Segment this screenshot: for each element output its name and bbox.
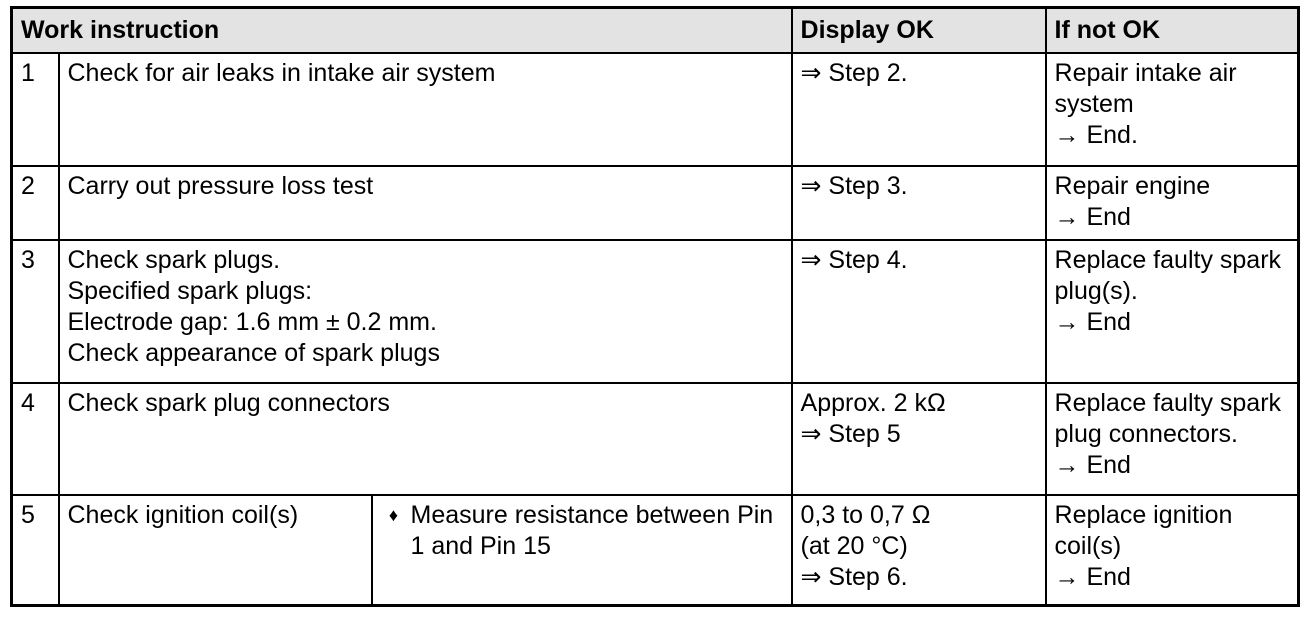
if-not-ok-line: plug(s). <box>1054 277 1138 305</box>
display-ok-cell <box>792 53 1046 166</box>
display-ok-line: (at 20 °C) <box>800 532 908 560</box>
sub-instruction-text <box>411 500 783 562</box>
if-not-ok-line: Repair engine <box>1054 172 1211 200</box>
instruction-cell <box>59 240 792 383</box>
if-not-ok-cell <box>1046 166 1299 240</box>
table-row <box>12 53 1299 166</box>
display-ok-line: Approx. 2 kΩ <box>800 389 946 417</box>
instruction-line: Carry out pressure loss test <box>67 172 374 200</box>
sub-instruction-cell <box>372 495 792 605</box>
step-number: 5 <box>12 495 59 605</box>
display-ok-cell <box>792 495 1046 605</box>
if-not-ok-line: Replace faulty spark <box>1054 389 1282 417</box>
step-number: 3 <box>12 240 59 383</box>
display-ok-line: ⇒ Step 5 <box>800 420 901 448</box>
if-not-ok-line: → End <box>1054 451 1131 479</box>
sub-instruction-line: Measure resistance between Pin <box>410 501 774 529</box>
instruction-line: Check spark plug connectors <box>67 389 390 417</box>
if-not-ok-line: → End <box>1054 203 1131 231</box>
step-number: 1 <box>12 53 59 166</box>
table-header-row <box>12 8 1299 54</box>
instruction-line: Electrode gap: 1.6 mm ± 0.2 mm. <box>67 308 437 336</box>
if-not-ok-line: Replace ignition <box>1054 501 1233 529</box>
header-display-ok: Display OK <box>792 8 1046 54</box>
if-not-ok-line: Replace faulty spark <box>1054 246 1282 274</box>
instruction-line: Check spark plugs. <box>67 246 281 274</box>
if-not-ok-line: → End <box>1054 308 1131 336</box>
work-instruction-table-container <box>10 6 1300 607</box>
display-ok-cell <box>792 166 1046 240</box>
instruction-line: Check ignition coil(s) <box>67 501 299 529</box>
if-not-ok-line: → End. <box>1054 121 1138 149</box>
instruction-line: Check for air leaks in intake air system <box>67 59 496 87</box>
display-ok-line: ⇒ Step 6. <box>800 563 908 591</box>
instruction-cell <box>59 53 792 166</box>
instruction-cell <box>59 383 792 495</box>
if-not-ok-line: system <box>1054 90 1134 118</box>
display-ok-cell <box>792 240 1046 383</box>
sub-instruction-line: 1 and Pin 15 <box>410 532 551 560</box>
display-ok-line: ⇒ Step 2. <box>800 59 908 87</box>
table-row <box>12 495 1299 605</box>
display-ok-line: 0,3 to 0,7 Ω <box>800 501 931 529</box>
instruction-cell <box>59 166 792 240</box>
header-work-instruction: Work instruction <box>12 8 792 54</box>
step-number: 4 <box>12 383 59 495</box>
if-not-ok-line: Repair intake air <box>1054 59 1237 87</box>
table-row <box>12 240 1299 383</box>
sub-instruction-list <box>377 500 783 562</box>
if-not-ok-line: coil(s) <box>1054 532 1122 560</box>
display-ok-cell <box>792 383 1046 495</box>
header-if-not-ok: If not OK <box>1046 8 1299 54</box>
if-not-ok-line: → End <box>1054 563 1131 591</box>
if-not-ok-line: plug connectors. <box>1054 420 1238 448</box>
if-not-ok-cell <box>1046 240 1299 383</box>
instruction-line: Check appearance of spark plugs <box>67 339 440 367</box>
if-not-ok-cell <box>1046 495 1299 605</box>
if-not-ok-cell <box>1046 383 1299 495</box>
diamond-bullet-icon: ♦ <box>388 505 399 525</box>
instruction-line: Specified spark plugs: <box>67 277 313 305</box>
display-ok-line: ⇒ Step 3. <box>800 172 908 200</box>
step-number: 2 <box>12 166 59 240</box>
display-ok-line: ⇒ Step 4. <box>800 246 908 274</box>
if-not-ok-cell <box>1046 53 1299 166</box>
table-row <box>12 383 1299 495</box>
instruction-cell <box>59 495 372 605</box>
work-instruction-table <box>10 6 1300 607</box>
table-row <box>12 166 1299 240</box>
